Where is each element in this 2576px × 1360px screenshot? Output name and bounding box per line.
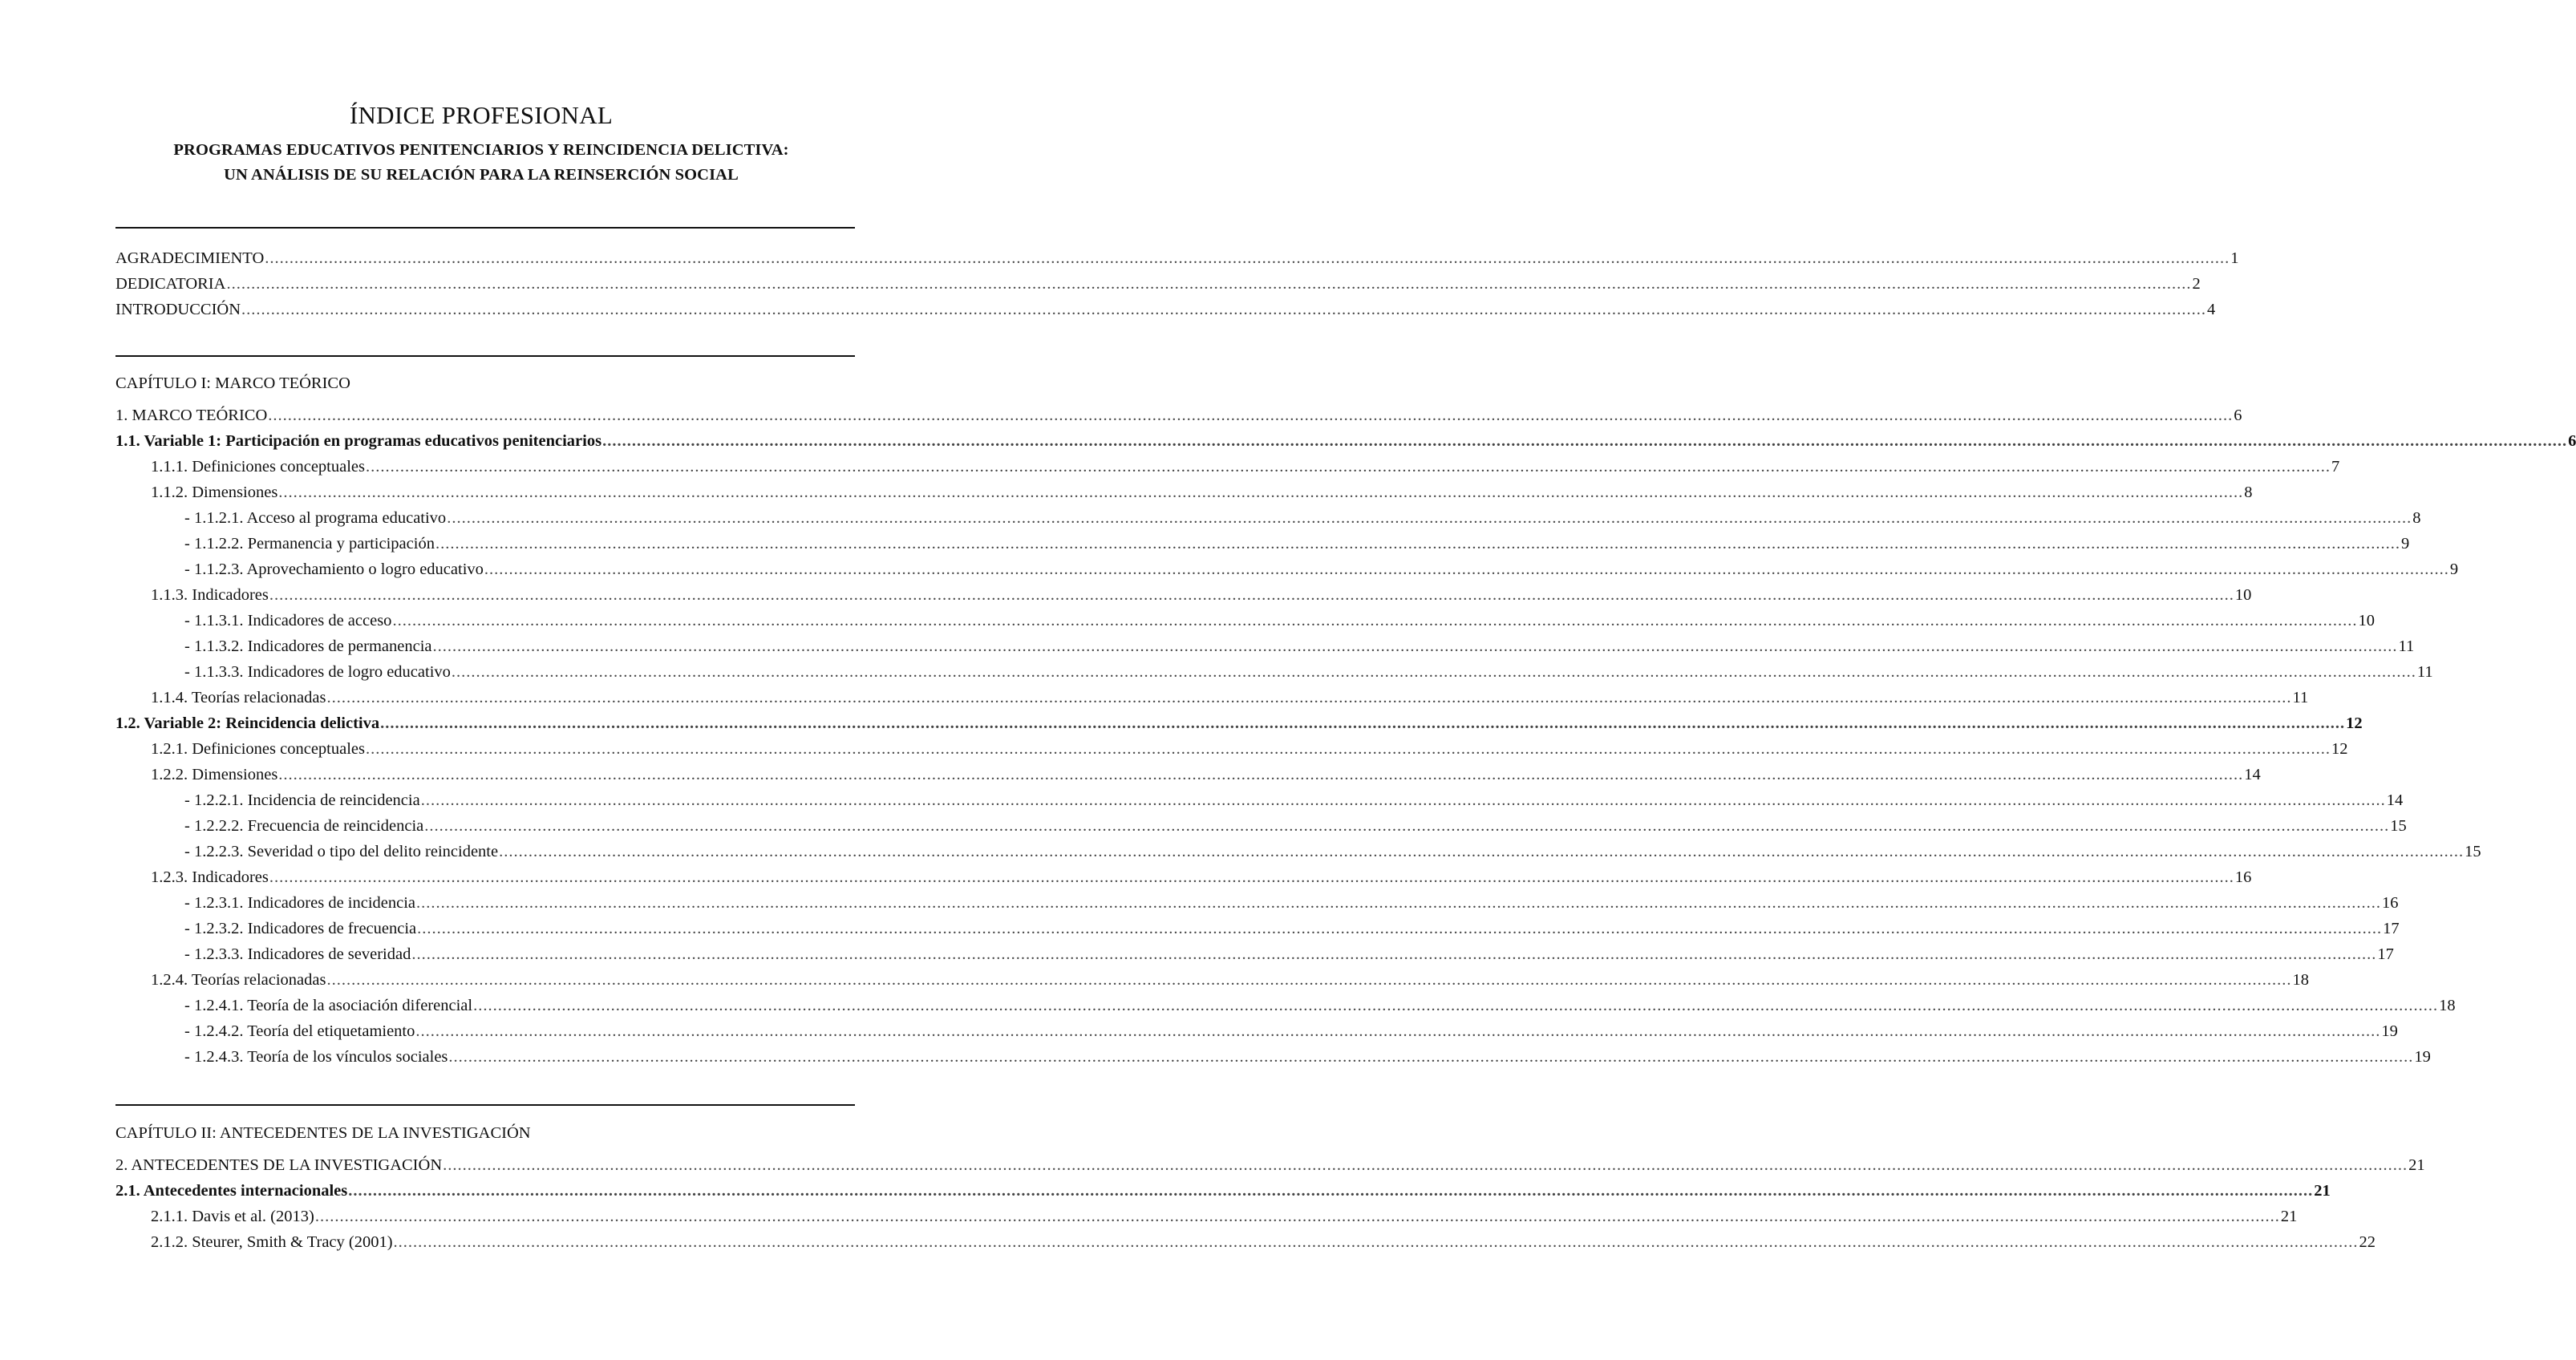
chapter-1-list bbox=[115, 403, 2576, 1070]
toc-entry-label: 1.1.2. Dimensiones bbox=[151, 484, 278, 501]
toc-leader-dots: ................................................................................................................................................................................................................................................................................................................................................................................................................ bbox=[278, 484, 2244, 501]
toc-entry[interactable] bbox=[115, 967, 2309, 993]
toc-entry[interactable] bbox=[115, 1152, 2425, 1178]
chapter-1-block bbox=[115, 370, 2576, 1070]
toc-leader-dots: ................................................................................................................................................................................................................................................................................................................................................................................................................ bbox=[448, 1048, 2414, 1066]
toc-entry[interactable] bbox=[115, 1229, 2376, 1255]
toc-entry-label: 1.1.1. Definiciones conceptuales bbox=[151, 458, 365, 476]
toc-page-number: 21 bbox=[2408, 1156, 2425, 1174]
toc-entry-label: 1.2.2. Dimensiones bbox=[151, 766, 278, 783]
toc-entry[interactable] bbox=[115, 941, 2394, 967]
toc-entry-label: - 1.2.2.1. Incidencia de reincidencia bbox=[184, 791, 420, 809]
toc-leader-dots: ................................................................................................................................................................................................................................................................................................................................................................................................................ bbox=[602, 432, 2568, 450]
toc-page-number: 15 bbox=[2390, 817, 2407, 835]
chapter-2-block bbox=[115, 1120, 2425, 1255]
subtitle-line-1: PROGRAMAS EDUCATIVOS PENITENCIARIOS Y REINCIDENCIA DELICTIVA: bbox=[173, 141, 789, 159]
toc-entry[interactable] bbox=[115, 736, 2348, 762]
toc-page-number: 11 bbox=[2292, 689, 2309, 706]
toc-entry[interactable] bbox=[115, 1044, 2431, 1070]
toc-leader-dots: ................................................................................................................................................................................................................................................................................................................................................................................................................ bbox=[365, 740, 2331, 758]
toc-entry-label: - 1.2.3.1. Indicadores de incidencia bbox=[184, 894, 416, 912]
toc-page-number: 21 bbox=[2314, 1182, 2331, 1200]
toc-leader-dots: ................................................................................................................................................................................................................................................................................................................................................................................................................ bbox=[424, 817, 2390, 835]
toc-entry[interactable] bbox=[115, 864, 2252, 890]
toc-entry[interactable] bbox=[115, 787, 2404, 813]
toc-page-number: 18 bbox=[2292, 971, 2309, 989]
toc-page-number: 7 bbox=[2331, 458, 2340, 476]
toc-entry[interactable] bbox=[115, 633, 2415, 659]
toc-leader-dots: ................................................................................................................................................................................................................................................................................................................................................................................................................ bbox=[411, 945, 2377, 963]
toc-leader-dots: ................................................................................................................................................................................................................................................................................................................................................................................................................ bbox=[241, 301, 2207, 318]
front-matter-list bbox=[115, 245, 2239, 322]
page-title: ÍNDICE PROFESIONAL bbox=[349, 101, 614, 129]
toc-page-number: 16 bbox=[2234, 868, 2252, 886]
toc-entry-label: - 1.2.4.1. Teoría de la asociación diferencial bbox=[184, 997, 473, 1014]
toc-entry-label: INTRODUCCIÓN bbox=[115, 301, 241, 318]
toc-entry[interactable] bbox=[115, 454, 2340, 480]
toc-leader-dots: ................................................................................................................................................................................................................................................................................................................................................................................................................ bbox=[416, 894, 2382, 912]
toc-entry-label: 1.2.1. Definiciones conceptuales bbox=[151, 740, 365, 758]
toc-page-number: 1 bbox=[2230, 249, 2239, 267]
toc-entry-label: 1. MARCO TEÓRICO bbox=[115, 407, 268, 424]
toc-entry-label: - 1.1.3.3. Indicadores de logro educativo bbox=[184, 663, 451, 681]
toc-leader-dots: ................................................................................................................................................................................................................................................................................................................................................................................................................ bbox=[326, 689, 2292, 706]
toc-page-number: 18 bbox=[2439, 997, 2456, 1014]
toc-entry-label: 1.2.4. Teorías relacionadas bbox=[151, 971, 326, 989]
toc-leader-dots: ................................................................................................................................................................................................................................................................................................................................................................................................................ bbox=[420, 791, 2386, 809]
toc-entry-label: 1.2. Variable 2: Reincidencia delictiva bbox=[115, 714, 380, 732]
toc-entry[interactable] bbox=[115, 582, 2252, 608]
toc-entry[interactable] bbox=[115, 271, 2201, 297]
toc-page-number: 11 bbox=[2416, 663, 2433, 681]
toc-leader-dots: ................................................................................................................................................................................................................................................................................................................................................................................................................ bbox=[473, 997, 2439, 1014]
toc-leader-dots: ................................................................................................................................................................................................................................................................................................................................................................................................................ bbox=[435, 535, 2400, 552]
toc-page-number: 12 bbox=[2331, 740, 2348, 758]
toc-leader-dots: ................................................................................................................................................................................................................................................................................................................................................................................................................ bbox=[365, 458, 2331, 476]
toc-entry[interactable] bbox=[115, 890, 2399, 916]
toc-entry[interactable] bbox=[115, 839, 2481, 864]
toc-page-number: 22 bbox=[2359, 1233, 2376, 1251]
toc-leader-dots: ................................................................................................................................................................................................................................................................................................................................................................................................................ bbox=[269, 868, 2234, 886]
toc-entry-label: - 1.2.3.3. Indicadores de severidad bbox=[184, 945, 411, 963]
toc-entry[interactable] bbox=[115, 1178, 2331, 1204]
toc-leader-dots: ................................................................................................................................................................................................................................................................................................................................................................................................................ bbox=[432, 638, 2398, 655]
toc-entry-label: - 1.1.2.3. Aprovechamiento o logro educativo bbox=[184, 561, 484, 578]
toc-entry[interactable] bbox=[115, 1204, 2298, 1229]
toc-page-number: 17 bbox=[2383, 920, 2400, 937]
toc-entry-label: AGRADECIMIENTO bbox=[115, 249, 265, 267]
toc-entry[interactable] bbox=[115, 297, 2216, 322]
toc-entry[interactable] bbox=[115, 428, 2576, 454]
toc-page-number: 12 bbox=[2346, 714, 2363, 732]
toc-leader-dots: ................................................................................................................................................................................................................................................................................................................................................................................................................ bbox=[380, 714, 2346, 732]
toc-page-number: 6 bbox=[2234, 407, 2242, 424]
toc-entry-label: 1.2.3. Indicadores bbox=[151, 868, 269, 886]
subtitle-line-2: UN ANÁLISIS DE SU RELACIÓN PARA LA REINSERCIÓN SOCIAL bbox=[224, 166, 739, 184]
toc-entry[interactable] bbox=[115, 480, 2253, 505]
toc-entry-label: 1.1. Variable 1: Participación en programas educativos penitenciarios bbox=[115, 432, 602, 450]
chapter-1-heading: CAPÍTULO I: MARCO TEÓRICO bbox=[115, 374, 350, 392]
toc-entry-label: DEDICATORIA bbox=[115, 275, 226, 293]
section-divider-1 bbox=[115, 227, 855, 229]
toc-leader-dots: ................................................................................................................................................................................................................................................................................................................................................................................................................ bbox=[484, 561, 2449, 578]
chapter-2-list bbox=[115, 1152, 2425, 1255]
toc-entry[interactable] bbox=[115, 710, 2363, 736]
toc-page-number: 19 bbox=[2414, 1048, 2431, 1066]
toc-entry-label: - 1.2.4.3. Teoría de los vínculos sociales bbox=[184, 1048, 448, 1066]
chapter-2-heading: CAPÍTULO II: ANTECEDENTES DE LA INVESTIGACIÓN bbox=[115, 1124, 531, 1142]
toc-entry-label: - 1.1.2.1. Acceso al programa educativo bbox=[184, 509, 447, 527]
toc-leader-dots: ................................................................................................................................................................................................................................................................................................................................................................................................................ bbox=[268, 407, 2234, 424]
toc-page-number: 14 bbox=[2386, 791, 2404, 809]
toc-leader-dots: ................................................................................................................................................................................................................................................................................................................................................................................................................ bbox=[443, 1156, 2408, 1174]
toc-entry-label: 2. ANTECEDENTES DE LA INVESTIGACIÓN bbox=[115, 1156, 443, 1174]
toc-entry[interactable] bbox=[115, 557, 2459, 582]
toc-leader-dots: ................................................................................................................................................................................................................................................................................................................................................................................................................ bbox=[392, 612, 2358, 629]
toc-leader-dots: ................................................................................................................................................................................................................................................................................................................................................................................................................ bbox=[326, 971, 2292, 989]
toc-leader-dots: ................................................................................................................................................................................................................................................................................................................................................................................................................ bbox=[278, 766, 2244, 783]
toc-entry-label: - 1.1.3.1. Indicadores de acceso bbox=[184, 612, 392, 629]
toc-page-number: 9 bbox=[2449, 561, 2459, 578]
toc-entry-label: 2.1. Antecedentes internacionales bbox=[115, 1182, 348, 1200]
toc-leader-dots: ................................................................................................................................................................................................................................................................................................................................................................................................................ bbox=[269, 586, 2234, 604]
toc-entry[interactable] bbox=[115, 403, 2242, 428]
toc-entry[interactable] bbox=[115, 685, 2309, 710]
toc-entry[interactable] bbox=[115, 608, 2375, 633]
toc-page-number: 4 bbox=[2207, 301, 2216, 318]
toc-leader-dots: ................................................................................................................................................................................................................................................................................................................................................................................................................ bbox=[415, 1022, 2381, 1040]
toc-entry-label: - 1.1.2.2. Permanencia y participación bbox=[184, 535, 435, 552]
toc-page-number: 10 bbox=[2358, 612, 2375, 629]
section-divider-2 bbox=[115, 355, 855, 357]
toc-leader-dots: ................................................................................................................................................................................................................................................................................................................................................................................................................ bbox=[393, 1233, 2359, 1251]
toc-entry[interactable] bbox=[115, 993, 2456, 1018]
toc-entry[interactable] bbox=[115, 1018, 2398, 1044]
toc-entry-label: 1.1.3. Indicadores bbox=[151, 586, 269, 604]
toc-leader-dots: ................................................................................................................................................................................................................................................................................................................................................................................................................ bbox=[265, 249, 2230, 267]
toc-entry[interactable] bbox=[115, 762, 2261, 787]
toc-page-number: 8 bbox=[2412, 509, 2421, 527]
toc-entry-label: - 1.2.3.2. Indicadores de frecuencia bbox=[184, 920, 417, 937]
toc-leader-dots: ................................................................................................................................................................................................................................................................................................................................................................................................................ bbox=[447, 509, 2412, 527]
section-divider-3 bbox=[115, 1104, 855, 1106]
toc-page-number: 6 bbox=[2568, 432, 2576, 450]
toc-entry-label: - 1.2.4.2. Teoría del etiquetamiento bbox=[184, 1022, 415, 1040]
toc-entry-label: - 1.2.2.2. Frecuencia de reincidencia bbox=[184, 817, 424, 835]
toc-entry[interactable] bbox=[115, 916, 2400, 941]
toc-entry[interactable] bbox=[115, 531, 2410, 557]
toc-leader-dots: ................................................................................................................................................................................................................................................................................................................................................................................................................ bbox=[226, 275, 2192, 293]
toc-entry[interactable] bbox=[115, 659, 2433, 685]
toc-page-number: 10 bbox=[2234, 586, 2252, 604]
toc-page-number: 21 bbox=[2280, 1208, 2298, 1225]
toc-page-number: 8 bbox=[2244, 484, 2253, 501]
toc-page-number: 14 bbox=[2244, 766, 2261, 783]
toc-leader-dots: ................................................................................................................................................................................................................................................................................................................................................................................................................ bbox=[314, 1208, 2280, 1225]
toc-page-number: 16 bbox=[2382, 894, 2399, 912]
toc-entry-label: 2.1.1. Davis et al. (2013) bbox=[151, 1208, 314, 1225]
toc-page-number: 9 bbox=[2400, 535, 2410, 552]
toc-page-number: 19 bbox=[2381, 1022, 2398, 1040]
toc-page-number: 15 bbox=[2465, 843, 2481, 860]
toc-entry[interactable] bbox=[115, 813, 2407, 839]
toc-page-number: 11 bbox=[2398, 638, 2415, 655]
toc-entry-label: - 1.1.3.2. Indicadores de permanencia bbox=[184, 638, 432, 655]
toc-entry[interactable] bbox=[115, 505, 2421, 531]
toc-leader-dots: ................................................................................................................................................................................................................................................................................................................................................................................................................ bbox=[451, 663, 2416, 681]
toc-entry[interactable] bbox=[115, 245, 2239, 271]
toc-leader-dots: ................................................................................................................................................................................................................................................................................................................................................................................................................ bbox=[417, 920, 2383, 937]
toc-page-number: 2 bbox=[2192, 275, 2201, 293]
toc-entry-label: 1.1.4. Teorías relacionadas bbox=[151, 689, 326, 706]
toc-entry-label: - 1.2.2.3. Severidad o tipo del delito reincidente bbox=[184, 843, 499, 860]
toc-page-number: 17 bbox=[2377, 945, 2394, 963]
toc-leader-dots: ................................................................................................................................................................................................................................................................................................................................................................................................................ bbox=[348, 1182, 2314, 1200]
toc-leader-dots: ................................................................................................................................................................................................................................................................................................................................................................................................................ bbox=[499, 843, 2465, 860]
toc-entry-label: 2.1.2. Steurer, Smith & Tracy (2001) bbox=[151, 1233, 393, 1251]
